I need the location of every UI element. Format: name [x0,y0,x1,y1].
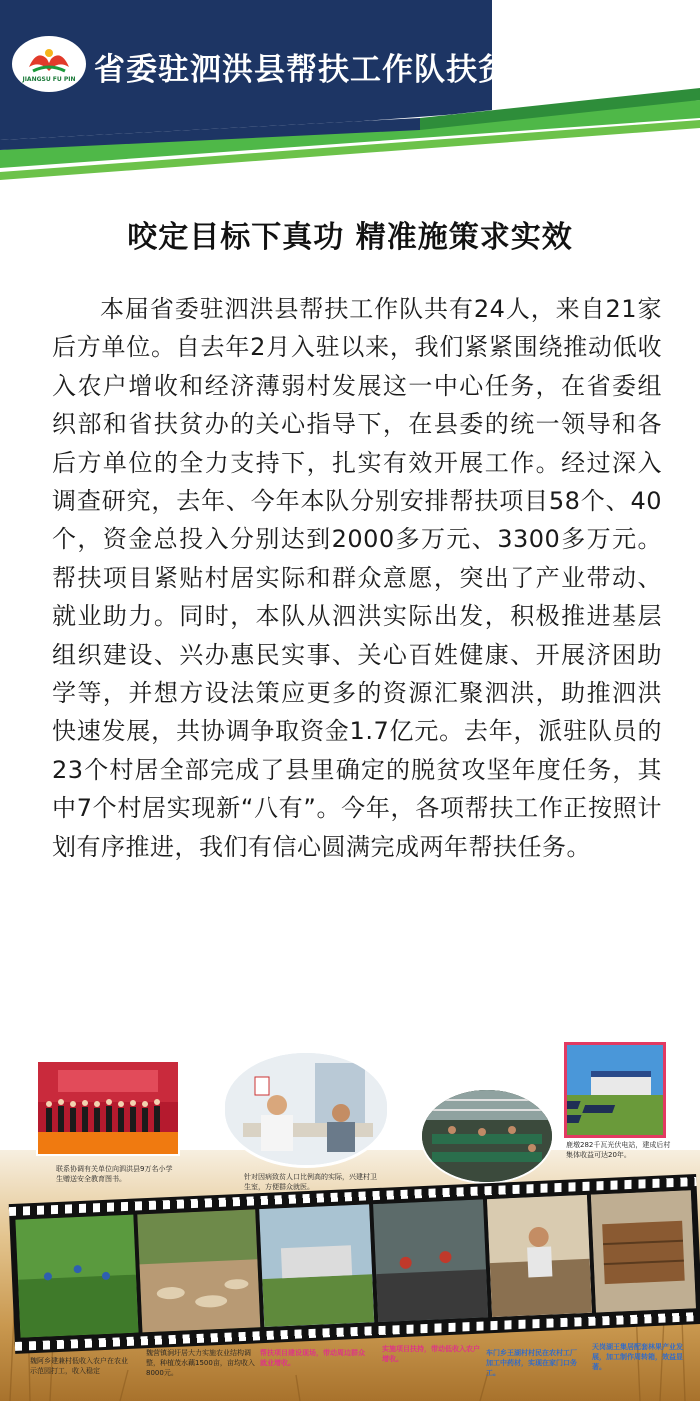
caption-village-clinic: 针对因病致贫人口比例高的实际，兴建村卫生室，方便群众就医。 [244,1173,377,1191]
film-caption-6: 天岗湖王集居配套林果产业发展，加工制作周转箱，效益显著。 [592,1343,683,1371]
photo-book-donation [36,1060,180,1156]
photo-solar-station [564,1042,666,1138]
film-frame-3 [259,1204,374,1327]
film-caption-2: 魏营镇涧圩居大力实施农业结构调整，种植茂水藕1500亩，亩均收入8000元。 [146,1349,255,1377]
village-clinic-image [225,1053,387,1165]
film-strip [9,1174,700,1354]
page-title: 省委驻泗洪县帮扶工作队扶贫成果展 [94,52,606,88]
film-frame-2 [137,1209,260,1332]
film-caption-4: 实施项目扶持，带动低收入农户增收。 [382,1345,480,1363]
film-frame-1 [15,1215,138,1338]
solar-station-image [567,1045,663,1135]
herb-processing-image [487,1195,592,1317]
caption-solar-station: 鹿墩282千瓦光伏电站，建成后村集体收益可达20年。 [566,1141,671,1159]
film-caption-5: 车门乡王湖村村民在农村工厂加工中药材，实现在家门口务工。 [486,1349,577,1377]
book-donation-image [38,1062,178,1154]
header-background [0,0,700,190]
logo [12,36,86,92]
film-caption-3: 帮扶项目建设现场，带动周边群众就业增收。 [260,1349,365,1367]
lotus-root-image [137,1209,260,1332]
body-paragraph: 本届省委驻泗洪县帮扶工作队共有24人，来自21家后方单位。自去年2月入驻以来，我们紧紧围绕推动低收入农户增收和经济薄弱村发展这一中心任务，在省委组织部和省扶贫办的关心指导下，在县委的统一领导和各后方单位的全力支持下，扎实有效开展工作。经过深入调查研究，去年、今年本队分别安排帮扶项目58个、40个，资金总投入分别达到2000多万元、3300多万元。帮扶项目紧贴村居实际和群众意愿，突出了产业带动、就业助力。同时，本队从泗洪实际出发，积极推进基层组织建设、兴办惠民实事、关心百姓健康、开展济困助学等，并想方设法策应更多的资源汇聚泗洪，助推泗洪快速发展，共协调争取资金1.7亿元。去年，派驻队员的23个村居全部完成了县里确定的脱贫攻坚年度任务，其中7个村居实现新“八有”。今年，各项帮扶工作正按照计划有序推进，我们有信心圆满完成两年帮扶任务。 [52,295,662,861]
caption-book-donation: 联系协调有关单位向泗洪县9万名小学生赠送安全教育图书。 [56,1165,173,1183]
subtitle: 咬定目标下真功 精准施策求实效 [127,220,573,255]
construction-image [259,1204,374,1327]
film-frame-6 [591,1190,696,1312]
crate-factory-image [591,1190,696,1312]
farm-field-image [15,1215,138,1338]
photo-village-clinic [222,1050,390,1168]
factory-image [422,1090,552,1182]
film-caption-1: 魏阿乡建兼村低收入农户在农业示范园打工，收入稳定 [30,1357,128,1375]
photo-gallery [0,1030,700,1401]
film-frame-4 [373,1199,488,1322]
hands-logo-icon [25,45,73,75]
logo-text: JIANGSU FU PIN [22,76,76,83]
header-banner [0,0,700,190]
photo-factory [420,1088,554,1184]
film-frame-5 [487,1195,592,1317]
workshop-image [373,1199,488,1322]
